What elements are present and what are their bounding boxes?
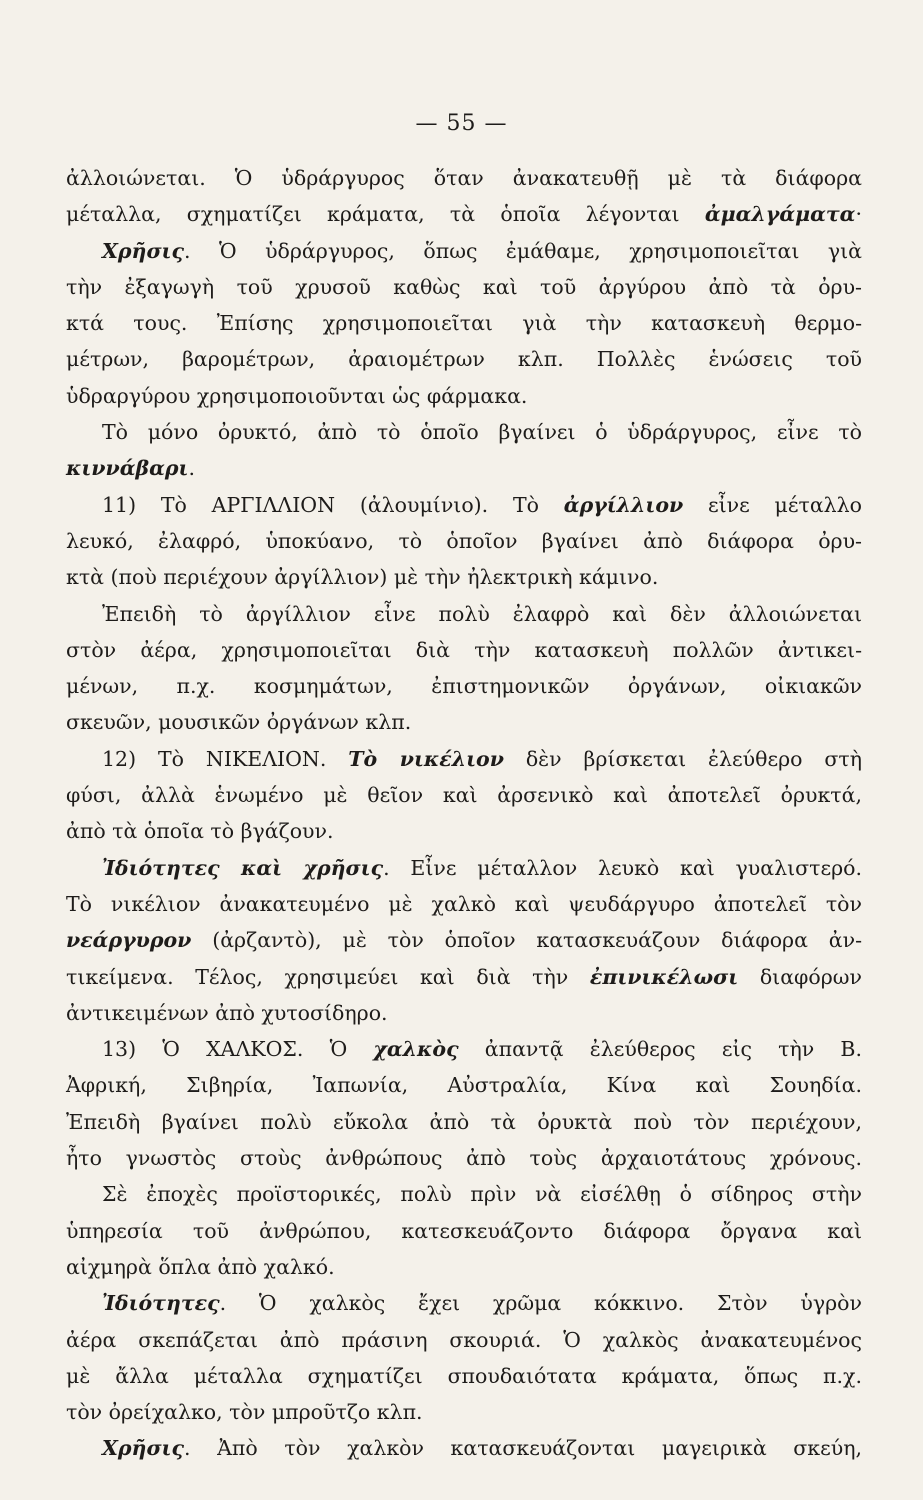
- emphasized-term: Ἰδιότητες καὶ χρῆσις: [102, 855, 384, 880]
- text-segment: μέτρων, βαρομέτρων, ἀραιομέτρων κλπ. Πολλὲς ἑνώσεις τοῦ: [66, 347, 862, 372]
- text-segment: στὸν ἀέρα, χρησιμοποιεῖται διὰ τὴν κατασκευὴ πολλῶν ἀντικει-: [66, 637, 862, 662]
- text-segment: κτὰ (ποὺ περιέχουν ἀργίλλιον) μὲ τὴν ἠλεκτρικὴ κάμινο.: [66, 565, 659, 590]
- text-segment: λευκό, ἐλαφρό, ὑποκύανο, τὸ ὁποῖον βγαίνει ἀπὸ διάφορα ὀρυ-: [66, 528, 862, 553]
- text-line: [66, 1067, 862, 1103]
- text-line: [66, 1322, 862, 1358]
- emphasized-term: νεάργυρον: [66, 928, 192, 953]
- text-line: [66, 269, 862, 305]
- emphasized-term: Χρῆσις: [102, 238, 184, 263]
- text-segment: Ἐπειδὴ τὸ ἀργίλλιον εἶνε πολὺ ἐλαφρὸ καὶ δὲν ἀλλοιώνεται: [102, 601, 862, 626]
- text-line: [66, 850, 862, 886]
- text-line: [66, 741, 862, 777]
- text-segment: σκευῶν, μουσικῶν ὀργάνων κλπ.: [66, 710, 412, 735]
- text-segment: ἀντικειμένων ἀπὸ χυτοσίδηρο.: [66, 1000, 388, 1025]
- text-line: [66, 959, 862, 995]
- text-line: [66, 1249, 862, 1285]
- text-segment: μέταλλα, σχηματίζει κράματα, τὰ ὁποῖα λέγονται: [66, 202, 705, 227]
- text-segment: Τὸ νικέλιον ἀνακατευμένο μὲ χαλκὸ καὶ ψευδάργυρο ἀποτελεῖ τὸν: [66, 891, 862, 916]
- text-line: [66, 668, 862, 704]
- text-segment: τικείμενα. Τέλος, χρησιμεύει καὶ διὰ τὴν: [66, 964, 590, 989]
- emphasized-term: χαλκὸς: [373, 1037, 459, 1062]
- text-line: [66, 995, 862, 1031]
- text-segment: 11) Τὸ ΑΡΓΙΛΛΙΟΝ (ἀλουμίνιο). Τὸ: [102, 492, 564, 517]
- text-line: [66, 704, 862, 740]
- body-text: [66, 160, 862, 1467]
- text-segment: φύσι, ἀλλὰ ἑνωμένο μὲ θεῖον καὶ ἀρσενικὸ καὶ ἀποτελεῖ ὀρυκτά,: [66, 783, 862, 808]
- text-line: [66, 1285, 862, 1321]
- text-segment: . Ὁ χαλκὸς ἔχει χρῶμα κόκκινο. Στὸν ὑγρὸν: [219, 1291, 862, 1316]
- text-segment: Ἀφρική, Σιβηρία, Ἰαπωνία, Αὐστραλία, Κίνα καὶ Σουηδία.: [66, 1073, 862, 1098]
- text-segment: αἰχμηρὰ ὅπλα ἀπὸ χαλκό.: [66, 1254, 335, 1279]
- text-line: [66, 777, 862, 813]
- text-line: [66, 1394, 862, 1430]
- emphasized-term: ἀμαλγάματα: [704, 202, 856, 227]
- text-line: [66, 487, 862, 523]
- text-segment: .: [188, 456, 195, 481]
- text-segment: . Ἀπὸ τὸν χαλκὸν κατασκευάζονται μαγειρικὰ σκεύη,: [183, 1436, 862, 1461]
- text-line: [66, 196, 862, 232]
- text-segment: ἀέρα σκεπάζεται ἀπὸ πράσινη σκουριά. Ὁ χαλκὸς ἀνακατευμένος: [66, 1327, 862, 1352]
- text-segment: εἶνε μέταλλο: [683, 492, 863, 517]
- text-line: [66, 414, 862, 450]
- text-segment: Σὲ ἐποχὲς προϊστορικές, πολὺ πρὶν νὰ εἰσέλθῃ ὁ σίδηρος στὴν: [102, 1182, 862, 1207]
- text-line: [66, 378, 862, 414]
- text-line: [66, 233, 862, 269]
- text-segment: . Ὁ ὑδράργυρος, ὅπως ἐμάθαμε, χρησιμοποιεῖται γιὰ: [183, 238, 862, 263]
- emphasized-term: Ἰδιότητες: [102, 1291, 220, 1316]
- text-line: [66, 1176, 862, 1212]
- text-segment: ὑδραργύρου χρησιμοποιοῦνται ὡς φάρμακα.: [66, 383, 528, 408]
- text-segment: ἀπαντᾷ ἐλεύθερος εἰς τὴν Β.: [458, 1037, 863, 1062]
- emphasized-term: Τὸ νικέλιον: [348, 746, 504, 771]
- text-segment: Ἐπειδὴ βγαίνει πολὺ εὔκολα ἀπὸ τὰ ὀρυκτὰ ποὺ τὸν περιέχουν,: [66, 1109, 862, 1134]
- text-line: [66, 813, 862, 849]
- text-segment: διαφόρων: [738, 964, 862, 989]
- text-segment: (ἀρζαντὸ), μὲ τὸν ὁποῖον κατασκευάζουν διάφορα ἀν-: [191, 928, 862, 953]
- emphasized-term: Χρῆσις: [102, 1436, 184, 1461]
- text-segment: ἦτο γνωστὸς στοὺς ἀνθρώπους ἀπὸ τοὺς ἀρχαιοτάτους χρόνους.: [66, 1146, 862, 1171]
- text-line: [66, 1213, 862, 1249]
- text-segment: . Εἶνε μέταλλον λευκὸ καὶ γυαλιστερό.: [383, 855, 863, 880]
- emphasized-term: κιννάβαρι: [66, 456, 189, 481]
- text-line: [66, 450, 862, 486]
- page-number: — 55 —: [415, 111, 508, 136]
- text-segment: ·: [855, 202, 862, 227]
- text-segment: μὲ ἄλλα μέταλλα σχηματίζει σπουδαιότατα κράματα, ὅπως π.χ.: [66, 1363, 862, 1388]
- text-segment: τὴν ἐξαγωγὴ τοῦ χρυσοῦ καθὼς καὶ τοῦ ἀργύρου ἀπὸ τὰ ὀρυ-: [66, 274, 862, 299]
- text-segment: Τὸ μόνο ὀρυκτό, ἀπὸ τὸ ὁποῖο βγαίνει ὁ ὑδράργυρος, εἶνε τὸ: [102, 420, 862, 445]
- text-segment: 13) Ὁ ΧΑΛΚΟΣ. Ὁ: [102, 1037, 374, 1062]
- text-line: [66, 922, 862, 958]
- text-segment: ἀλλοιώνεται. Ὁ ὑδράργυρος ὅταν ἀνακατευθῇ μὲ τὰ διάφορα: [66, 166, 862, 190]
- text-segment: ἀπὸ τὰ ὁποῖα τὸ βγάζουν.: [66, 819, 334, 844]
- text-line: [66, 305, 862, 341]
- text-segment: μένων, π.χ. κοσμημάτων, ἐπιστημονικῶν ὀργάνων, οἰκιακῶν: [66, 674, 862, 699]
- text-line: [66, 632, 862, 668]
- text-line: [66, 1104, 862, 1140]
- text-line: [66, 523, 862, 559]
- text-line: [66, 160, 862, 196]
- text-segment: ὑπηρεσία τοῦ ἀνθρώπου, κατεσκευάζοντο διάφορα ὄργανα καὶ: [66, 1218, 862, 1243]
- emphasized-term: ἀργίλλιον: [563, 492, 684, 517]
- text-segment: κτά τους. Ἐπίσης χρησιμοποιεῖται γιὰ τὴν κατασκευὴ θερμο-: [66, 311, 862, 336]
- text-line: [66, 1430, 862, 1466]
- text-line: [66, 1031, 862, 1067]
- text-line: [66, 1358, 862, 1394]
- text-line: [66, 559, 862, 595]
- text-line: [66, 341, 862, 377]
- text-line: [66, 1140, 862, 1176]
- text-line: [66, 886, 862, 922]
- emphasized-term: ἐπινικέλωσι: [589, 964, 739, 989]
- text-segment: δὲν βρίσκεται ἐλεύθερο στὴ: [503, 746, 862, 771]
- text-segment: τὸν ὀρείχαλκο, τὸν μπροῦτζο κλπ.: [66, 1400, 423, 1425]
- text-line: [66, 596, 862, 632]
- text-segment: 12) Τὸ ΝΙΚΕΛΙΟΝ.: [102, 746, 349, 771]
